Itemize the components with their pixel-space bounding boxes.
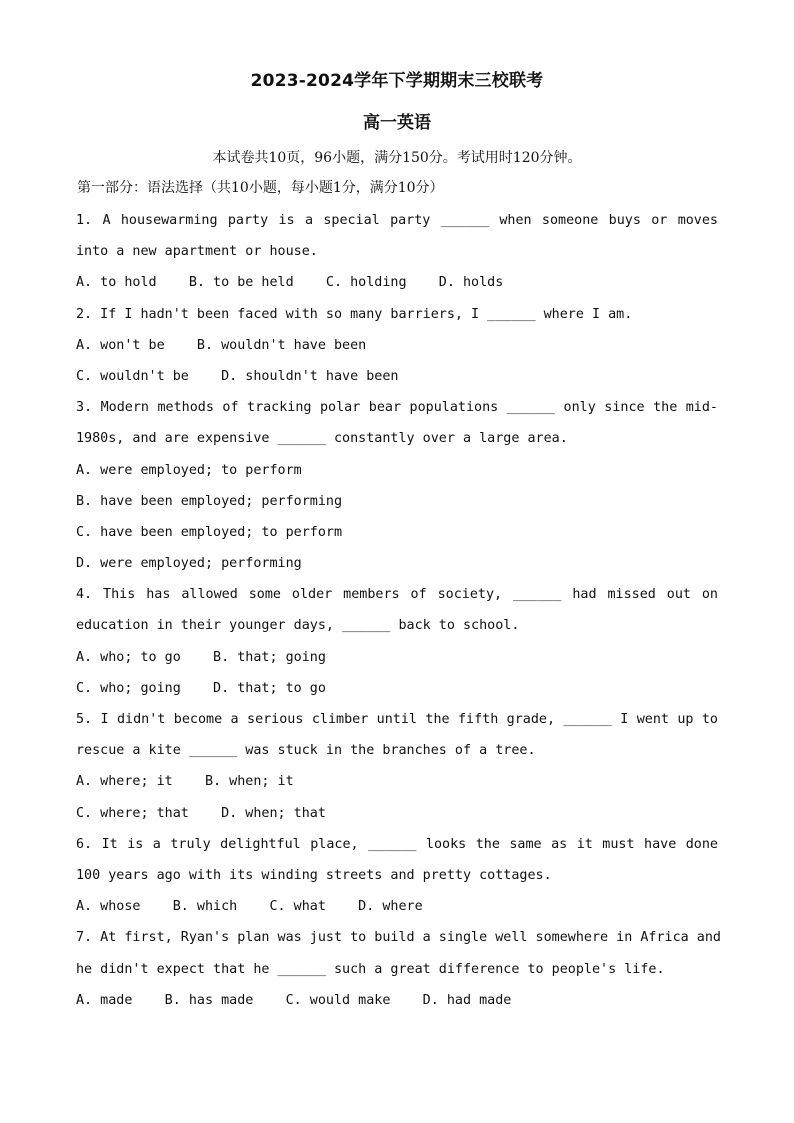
question-options: B. have been employed; performing xyxy=(76,493,343,509)
question-stem-line: he didn't expect that he ______ such a great difference to people's life. xyxy=(76,961,665,977)
question-options: A. to hold B. to be held C. holding D. holds xyxy=(76,275,504,291)
question-options: D. were employed; performing xyxy=(76,556,302,572)
question-stem-line: 2. If I hadn't been faced with so many barriers, I ______ where I am. xyxy=(76,306,633,322)
question-stem-line: 6. It is a truly delightful place, ______ looks the same as it must have done xyxy=(76,836,718,852)
exam-info: 本试卷共10页，96小题，满分150分。考试用时120分钟。 xyxy=(212,150,582,166)
question-stem-line: 7. At first, Ryan's plan was just to build a single well somewhere in Africa and xyxy=(76,930,721,946)
question-stem-line: into a new apartment or house. xyxy=(76,244,318,260)
question-stem-line: 4. This has allowed some older members of society, ______ had missed out on xyxy=(76,587,718,603)
section-heading: 第一部分：语法选择（共10小题，每小题1分，满分10分） xyxy=(77,180,444,196)
question-stem-line: 3. Modern methods of tracking polar bear populations ______ only since the mid- xyxy=(76,400,718,416)
question-stem-line: 1980s, and are expensive ______ constantly over a large area. xyxy=(76,431,568,447)
question-options: A. were employed; to perform xyxy=(76,462,302,478)
question-options: C. wouldn't be D. shouldn't have been xyxy=(76,368,399,384)
question-options: A. made B. has made C. would make D. had made xyxy=(76,992,512,1008)
question-stem-line: 1. A housewarming party is a special party ______ when someone buys or moves xyxy=(76,213,718,228)
question-options: A. whose B. which C. what D. where xyxy=(76,899,423,915)
exam-subject: 高一英语 xyxy=(363,113,431,133)
exam-title: 2023-2024学年下学期期末三校联考 xyxy=(250,71,544,91)
question-options: A. won't be B. wouldn't have been xyxy=(76,337,367,353)
question-stem-line: education in their younger days, ______ back to school. xyxy=(76,618,520,634)
question-options: A. who; to go B. that; going xyxy=(76,649,326,665)
question-options: C. have been employed; to perform xyxy=(76,524,343,540)
question-stem-line: rescue a kite ______ was stuck in the branches of a tree. xyxy=(76,743,536,759)
question-options: A. where; it B. when; it xyxy=(76,774,294,790)
question-list xyxy=(76,205,721,1016)
question-options: C. where; that D. when; that xyxy=(76,805,326,821)
question-options: C. who; going D. that; to go xyxy=(76,680,326,696)
question-stem-line: 100 years ago with its winding streets and pretty cottages. xyxy=(76,867,552,883)
question-stem-line: 5. I didn't become a serious climber until the fifth grade, ______ I went up to xyxy=(76,712,718,727)
